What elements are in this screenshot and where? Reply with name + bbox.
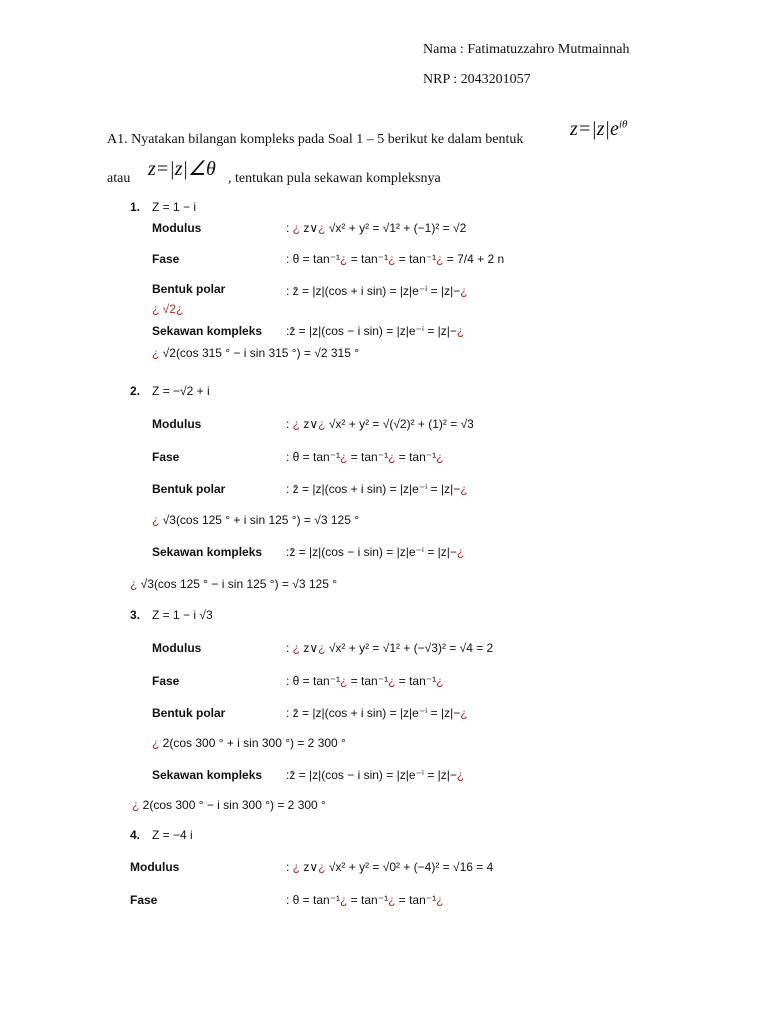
problem-1-number: 1. <box>130 200 141 214</box>
problem-4-fase: : θ = tan⁻¹¿ = tan⁻¹¿ = tan⁻¹¿ <box>286 893 444 907</box>
problem-3-sekawan-label: Sekawan kompleks <box>152 768 263 782</box>
problem-3-fase: : θ = tan⁻¹¿ = tan⁻¹¿ = tan⁻¹¿ <box>286 674 444 688</box>
inverted-question-mark-glyph: ¿ <box>318 417 326 431</box>
problem-3-sekawan-result: ¿ 2(cos 300 ° − i sin 300 °) = 2 300 ° <box>132 798 326 812</box>
formula-exponent: iθ <box>618 118 628 131</box>
problem-2-modulus-label: Modulus <box>152 417 202 431</box>
problem-1-polar: : z̄ = |z|(cos + i sin) = |z|e⁻ⁱ = |z|−¿ <box>286 284 468 298</box>
problem-1-fase-label: Fase <box>152 252 180 266</box>
inverted-question-mark-glyph: ¿ <box>132 798 140 812</box>
problem-3-modulus: : ¿ z∨¿ √x² + y² = √1² + (−√3)² = √4 = 2 <box>286 641 494 655</box>
inverted-question-mark-glyph: ¿ <box>152 346 160 360</box>
problem-1-sekawan-label: Sekawan kompleks <box>152 324 263 338</box>
problem-2-modulus: : ¿ z∨¿ √x² + y² = √(√2)² + (1)² = √3 <box>286 417 474 431</box>
inverted-question-mark-glyph: ¿ <box>456 768 465 782</box>
problem-1-polar-label: Bentuk polar <box>152 282 226 296</box>
inverted-question-mark-glyph: ¿ <box>318 860 326 874</box>
problem-2-polar-result: ¿ √3(cos 125 ° + i sin 125 °) = √3 125 ° <box>152 513 360 527</box>
problem-2-fase: : θ = tan⁻¹¿ = tan⁻¹¿ = tan⁻¹¿ <box>286 450 444 464</box>
inverted-question-mark-glyph: ¿ <box>292 221 301 235</box>
problem-1-sekawan-result: ¿ √2(cos 315 ° − i sin 315 °) = √2 315 ° <box>152 346 360 360</box>
intro-atau: atau <box>107 171 131 186</box>
inverted-question-mark-glyph: ¿ <box>436 252 444 266</box>
inverted-question-mark-glyph: ¿ <box>456 545 465 559</box>
problem-4-modulus-label: Modulus <box>130 860 180 874</box>
problem-4-modulus: : ¿ z∨¿ √x² + y² = √0² + (−4)² = √16 = 4 <box>286 860 494 874</box>
inverted-question-mark-glyph: ¿ <box>388 674 396 688</box>
problem-2-number: 2. <box>130 384 141 398</box>
problem-3-modulus-label: Modulus <box>152 641 202 655</box>
problem-3-fase-label: Fase <box>152 674 180 688</box>
inverted-question-mark-glyph: ¿ <box>152 302 160 316</box>
problem-1-modulus-label: Modulus <box>152 221 202 235</box>
inverted-question-mark-glyph: ¿ <box>460 284 468 298</box>
inverted-question-mark-glyph: ¿ <box>340 450 348 464</box>
inverted-question-mark-glyph: ¿ <box>460 706 468 720</box>
problem-2-sekawan-result: ¿ √3(cos 125 ° − i sin 125 °) = √3 125 ° <box>130 577 338 591</box>
problem-3-polar: : z̄ = |z|(cos + i sin) = |z|e⁻ⁱ = |z|−¿ <box>286 706 468 720</box>
inverted-question-mark-glyph: ¿ <box>292 860 301 874</box>
inverted-question-mark-glyph: ¿ <box>318 641 326 655</box>
inverted-question-mark-glyph: ¿ <box>340 252 348 266</box>
problem-4-number: 4. <box>130 828 141 842</box>
inverted-question-mark-glyph: ¿ <box>388 252 396 266</box>
inverted-question-mark-glyph: ¿ <box>340 893 348 907</box>
problem-3-sekawan: :z̄ = |z|(cos − i sin) = |z|e⁻ⁱ = |z|−¿ <box>286 768 465 782</box>
inverted-question-mark-glyph: ¿ <box>388 450 396 464</box>
inverted-question-mark-glyph: ¿ <box>152 736 160 750</box>
problem-3-polar-label: Bentuk polar <box>152 706 226 720</box>
inverted-question-mark-glyph: ¿ <box>175 302 184 316</box>
inverted-question-mark-glyph: ¿ <box>340 674 348 688</box>
student-nrp: NRP : 2043201057 <box>423 72 531 87</box>
problem-3-number: 3. <box>130 608 141 622</box>
problem-2-polar: : z̄ = |z|(cos + i sin) = |z|e⁻ⁱ = |z|−¿ <box>286 482 468 496</box>
problem-1-statement: Z = 1 − i <box>152 200 197 214</box>
polar-angle-formula: z=|z|∠θ <box>148 158 216 180</box>
formula-base: z=|z|e <box>570 118 619 140</box>
problem-3-statement: Z = 1 − i √3 <box>152 608 213 622</box>
inverted-question-mark-glyph: ¿ <box>388 893 396 907</box>
problem-2-statement: Z = −√2 + i <box>152 384 210 398</box>
problem-2-sekawan-label: Sekawan kompleks <box>152 545 263 559</box>
exponential-form-formula <box>570 118 627 141</box>
inverted-question-mark-glyph: ¿ <box>436 674 444 688</box>
problem-2-sekawan: :z̄ = |z|(cos − i sin) = |z|e⁻ⁱ = |z|−¿ <box>286 545 465 559</box>
intro-line-1: A1. Nyatakan bilangan kompleks pada Soal 1 – 5 berikut ke dalam bentuk <box>107 132 524 147</box>
inverted-question-mark-glyph: ¿ <box>292 641 301 655</box>
inverted-question-mark-glyph: ¿ <box>460 482 468 496</box>
problem-4-statement: Z = −4 i <box>152 828 193 842</box>
inverted-question-mark-glyph: ¿ <box>318 221 326 235</box>
student-name: Nama : Fatimatuzzahro Mutmainnah <box>423 42 630 57</box>
inverted-question-mark-glyph: ¿ <box>292 417 301 431</box>
problem-1-polar-result: ¿ √2¿ <box>152 302 184 316</box>
intro-line-2: , tentukan pula sekawan kompleksnya <box>228 171 441 186</box>
problem-1-sekawan: :z̄ = |z|(cos − i sin) = |z|e⁻ⁱ = |z|−¿ <box>286 324 465 338</box>
inverted-question-mark-glyph: ¿ <box>456 324 465 338</box>
problem-1-modulus: : ¿ z∨¿ √x² + y² = √1² + (−1)² = √2 <box>286 221 467 235</box>
problem-2-fase-label: Fase <box>152 450 180 464</box>
inverted-question-mark-glyph: ¿ <box>436 893 444 907</box>
problem-4-fase-label: Fase <box>130 893 158 907</box>
inverted-question-mark-glyph: ¿ <box>130 577 138 591</box>
inverted-question-mark-glyph: ¿ <box>152 513 160 527</box>
problem-2-polar-label: Bentuk polar <box>152 482 226 496</box>
problem-1-fase: : θ = tan⁻¹¿ = tan⁻¹¿ = tan⁻¹¿ = 7/4 + 2 n <box>286 252 505 266</box>
inverted-question-mark-glyph: ¿ <box>436 450 444 464</box>
problem-3-polar-result: ¿ 2(cos 300 ° + i sin 300 °) = 2 300 ° <box>152 736 346 750</box>
